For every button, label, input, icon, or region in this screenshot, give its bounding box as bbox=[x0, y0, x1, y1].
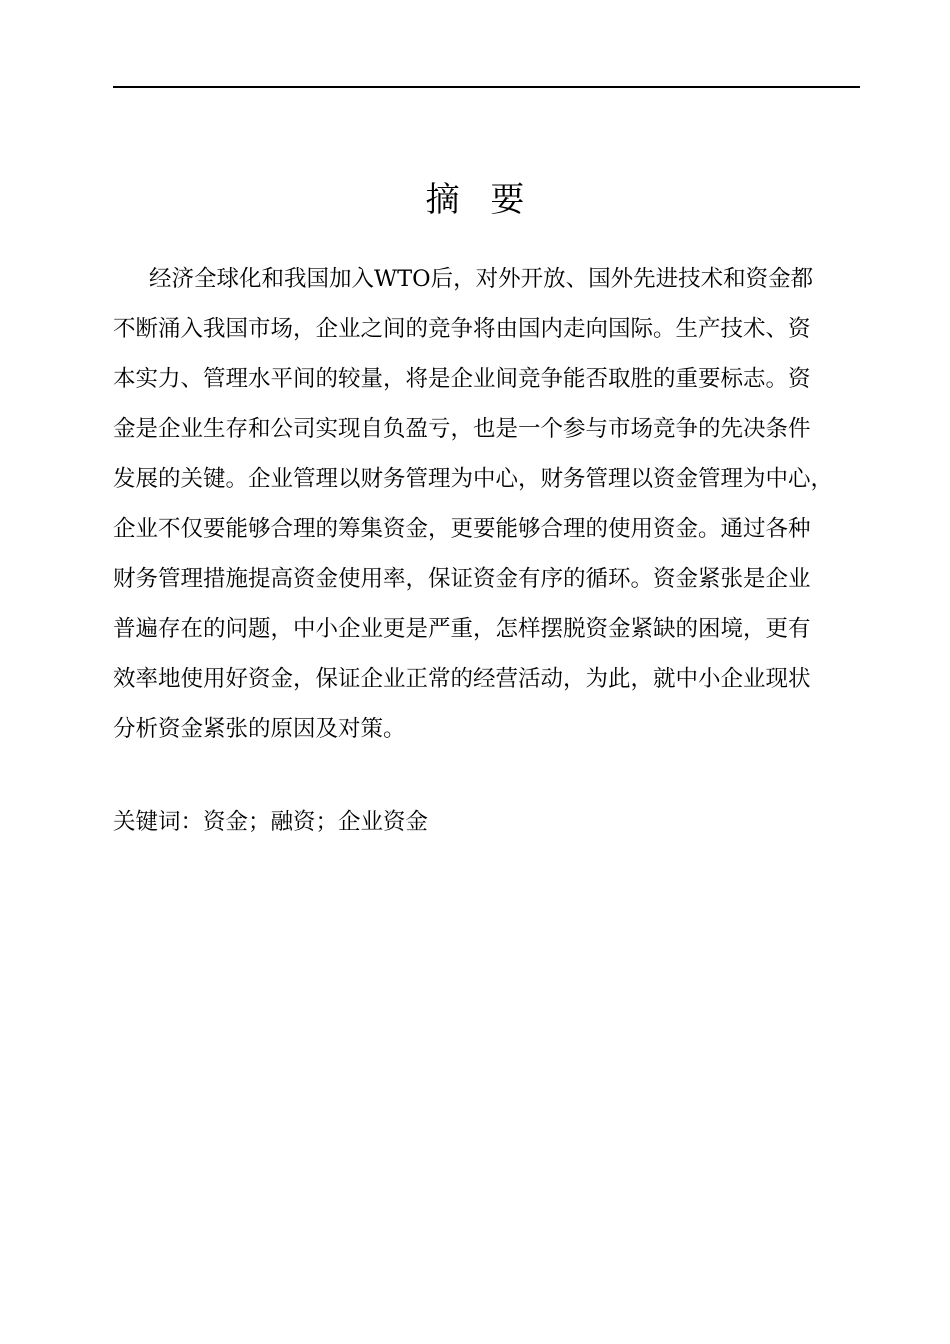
abstract-line: 本实力、管理水平间的较量，将是企业间竞争能否取胜的重要标志。资 bbox=[113, 366, 811, 392]
abstract-line: 财务管理措施提高资金使用率，保证资金有序的循环。资金紧张是企业 bbox=[113, 566, 811, 592]
abstract-line: 分析资金紧张的原因及对策。 bbox=[113, 716, 406, 742]
abstract-line: 发展的关键。企业管理以财务管理为中心，财务管理以资金管理为中心， bbox=[113, 466, 834, 492]
abstract-line: 效率地使用好资金，保证企业正常的经营活动，为此，就中小企业现状 bbox=[113, 666, 811, 692]
abstract-line: 金是企业生存和公司实现自负盈亏，也是一个参与市场竞争的先决条件 bbox=[113, 416, 811, 442]
header-rule bbox=[113, 86, 860, 88]
keywords-line: 关键词：资金；融资；企业资金 bbox=[113, 809, 429, 835]
abstract-body bbox=[113, 254, 873, 754]
abstract-line: 普遍存在的问题，中小企业更是严重，怎样摆脱资金紧缺的困境，更有 bbox=[113, 616, 811, 642]
abstract-line: 不断涌入我国市场，企业之间的竞争将由国内走向国际。生产技术、资 bbox=[113, 316, 811, 342]
abstract-title: 摘 要 bbox=[425, 180, 535, 220]
abstract-line: 经济全球化和我国加入WTO后，对外开放、国外先进技术和资金都 bbox=[149, 266, 814, 292]
abstract-line: 企业不仅要能够合理的筹集资金，更要能够合理的使用资金。通过各种 bbox=[113, 516, 811, 542]
